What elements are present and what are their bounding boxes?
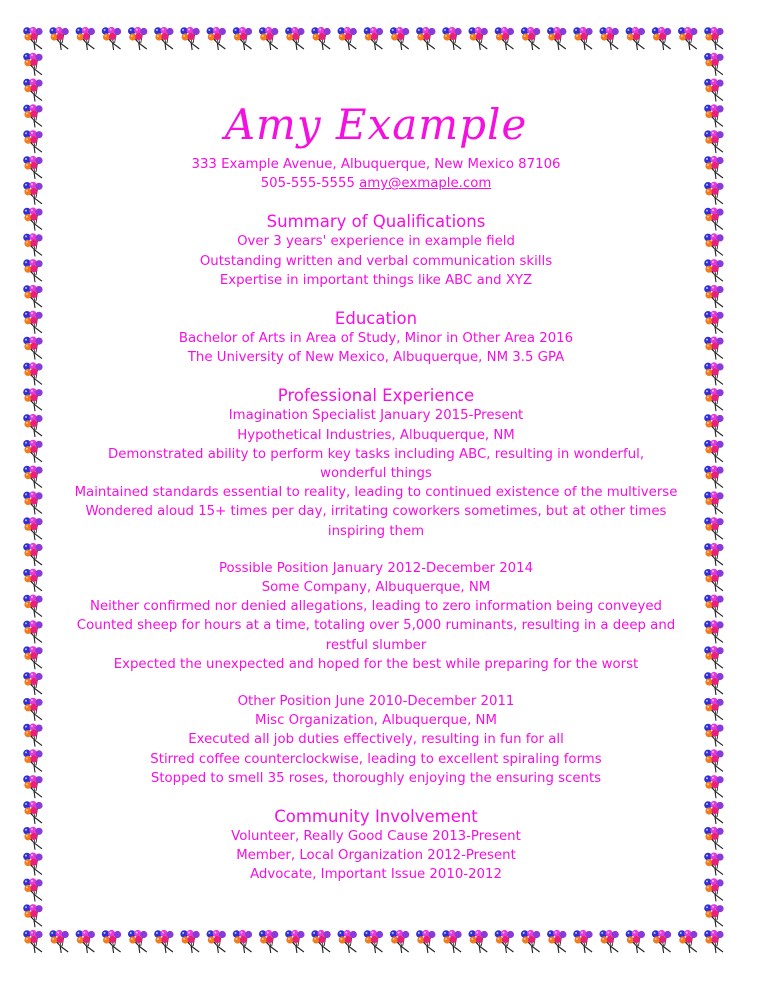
balloon-cluster-icon [704, 466, 723, 489]
balloon-cluster-icon [416, 27, 435, 50]
job-title-line: Imagination Specialist January 2015-Present [228, 408, 524, 424]
job-company-line: Some Company, Albuquerque, NM [261, 580, 491, 596]
balloon-cluster-icon [704, 233, 723, 256]
balloon-cluster-icon [704, 801, 723, 824]
job-company-line: Misc Organization, Albuquerque, NM [255, 713, 497, 729]
university-line: The University of New Mexico, Albuquerque, NM 3.5 GPA [187, 350, 565, 366]
balloon-cluster-icon [390, 27, 409, 50]
balloon-cluster-icon [23, 853, 42, 876]
balloon-cluster-icon [154, 930, 173, 953]
balloon-cluster-icon [704, 388, 723, 411]
balloon-cluster-icon [495, 930, 514, 953]
balloon-cluster-icon [704, 620, 723, 643]
job-title-line: Possible Position January 2012-December 2014 [218, 560, 534, 576]
balloon-cluster-icon [233, 930, 252, 953]
balloon-cluster-icon [259, 27, 278, 50]
job-bullet: Demonstrated ability to perform key tasks including ABC, resulting in wonderful, [107, 446, 645, 462]
balloon-cluster-icon [23, 930, 42, 953]
balloon-cluster-icon [23, 491, 42, 514]
balloon-cluster-icon [233, 27, 252, 50]
job-company-line: Hypothetical Industries, Albuquerque, NM [237, 427, 515, 443]
balloon-cluster-icon [626, 930, 645, 953]
balloon-cluster-icon [704, 853, 723, 876]
balloon-cluster-icon [704, 595, 723, 618]
balloon-cluster-icon [23, 878, 42, 901]
balloon-cluster-icon [678, 27, 697, 50]
balloon-cluster-icon [23, 569, 42, 592]
balloon-cluster-icon [704, 285, 723, 308]
degree-line: Bachelor of Arts in Area of Study, Minor in Other Area 2016 [178, 331, 574, 347]
balloon-cluster-icon [468, 930, 487, 953]
job-bullet: Stopped to smell 35 roses, thoroughly enjoying the ensuring scents [150, 770, 602, 786]
balloon-cluster-icon [704, 337, 723, 360]
balloon-cluster-icon [704, 27, 723, 50]
experience-heading: Professional Experience [277, 386, 475, 406]
balloon-cluster-icon [704, 878, 723, 901]
balloon-cluster-icon [23, 414, 42, 437]
balloon-cluster-icon [364, 930, 383, 953]
email-link[interactable]: amy@exmaple.com [359, 176, 492, 192]
balloon-cluster-icon [180, 930, 199, 953]
balloon-cluster-icon [521, 930, 540, 953]
balloon-cluster-icon [23, 362, 42, 385]
balloon-cluster-icon [23, 182, 42, 205]
balloon-cluster-icon [704, 930, 723, 953]
balloon-cluster-icon [547, 27, 566, 50]
balloon-cluster-icon [704, 517, 723, 540]
community-item: Member, Local Organization 2012-Present [236, 848, 516, 864]
balloon-cluster-icon [704, 130, 723, 153]
job-bullet: inspiring them [327, 523, 425, 539]
balloon-cluster-icon [704, 672, 723, 695]
balloon-cluster-icon [652, 27, 671, 50]
balloon-cluster-icon [23, 517, 42, 540]
community-heading: Community Involvement [274, 807, 478, 827]
balloon-cluster-icon [23, 259, 42, 282]
job-title-line: Other Position June 2010-December 2011 [237, 694, 515, 710]
balloon-cluster-icon [23, 104, 42, 127]
balloon-cluster-icon [23, 672, 42, 695]
balloon-cluster-icon [23, 233, 42, 256]
balloon-cluster-icon [704, 827, 723, 850]
job-bullet: Executed all job duties effectively, resulting in fun for all [188, 732, 564, 748]
balloon-cluster-icon [23, 440, 42, 463]
balloon-cluster-icon [311, 27, 330, 50]
candidate-name: Amy Example [224, 100, 528, 149]
balloon-cluster-icon [128, 930, 147, 953]
balloon-cluster-icon [23, 646, 42, 669]
balloon-cluster-icon [704, 182, 723, 205]
balloon-cluster-icon [23, 698, 42, 721]
job-bullet: Maintained standards essential to reality, leading to continued existence of the multiverse [74, 485, 678, 501]
balloon-cluster-icon [23, 595, 42, 618]
balloon-cluster-icon [23, 337, 42, 360]
balloon-cluster-icon [704, 156, 723, 179]
balloon-cluster-icon [573, 930, 592, 953]
community-item: Volunteer, Really Good Cause 2013-Present [231, 829, 521, 845]
balloon-cluster-icon [23, 388, 42, 411]
balloon-cluster-icon [338, 27, 357, 50]
balloon-cluster-icon [49, 27, 68, 50]
job-bullet: Expected the unexpected and hoped for the best while preparing for the worst [113, 656, 639, 672]
balloon-cluster-icon [102, 930, 121, 953]
summary-item: Over 3 years' experience in example field [237, 234, 515, 250]
balloon-cluster-icon [49, 930, 68, 953]
balloon-cluster-icon [23, 749, 42, 772]
phone: 505-555-5555 [260, 176, 355, 192]
balloon-cluster-icon [626, 27, 645, 50]
balloon-cluster-icon [704, 208, 723, 231]
balloon-cluster-icon [76, 27, 95, 50]
balloon-cluster-icon [23, 79, 42, 102]
balloon-cluster-icon [704, 414, 723, 437]
balloon-cluster-icon [704, 543, 723, 566]
balloon-cluster-icon [704, 904, 723, 927]
balloon-cluster-icon [23, 130, 42, 153]
job-bullet: wonderful things [320, 466, 432, 482]
job-bullet: restful slumber [325, 637, 427, 653]
summary-item: Outstanding written and verbal communication skills [199, 253, 553, 269]
balloon-cluster-icon [704, 362, 723, 385]
balloon-cluster-icon [704, 724, 723, 747]
balloon-cluster-icon [102, 27, 121, 50]
balloon-cluster-icon [285, 930, 304, 953]
balloon-cluster-icon [23, 53, 42, 76]
balloon-cluster-icon [311, 930, 330, 953]
balloon-cluster-icon [442, 930, 461, 953]
balloon-cluster-icon [285, 27, 304, 50]
balloon-cluster-icon [23, 543, 42, 566]
balloon-cluster-icon [180, 27, 199, 50]
balloon-cluster-icon [23, 620, 42, 643]
balloon-cluster-icon [23, 285, 42, 308]
balloon-cluster-icon [704, 259, 723, 282]
balloon-cluster-icon [704, 646, 723, 669]
balloon-cluster-icon [704, 775, 723, 798]
summary-heading: Summary of Qualifications [266, 212, 486, 232]
balloon-cluster-icon [23, 466, 42, 489]
balloon-cluster-icon [704, 569, 723, 592]
balloon-cluster-icon [704, 698, 723, 721]
balloon-cluster-icon [652, 930, 671, 953]
balloon-cluster-icon [259, 930, 278, 953]
balloon-cluster-icon [23, 724, 42, 747]
balloon-cluster-icon [23, 311, 42, 334]
balloon-cluster-icon [338, 930, 357, 953]
balloon-cluster-icon [23, 827, 42, 850]
balloon-cluster-icon [416, 930, 435, 953]
balloon-cluster-icon [704, 53, 723, 76]
balloon-cluster-icon [704, 104, 723, 127]
balloon-cluster-icon [390, 930, 409, 953]
balloon-cluster-icon [704, 440, 723, 463]
resume-body [60, 98, 692, 885]
balloon-cluster-icon [573, 27, 592, 50]
balloon-cluster-icon [442, 27, 461, 50]
balloon-cluster-icon [154, 27, 173, 50]
balloon-cluster-icon [23, 156, 42, 179]
balloon-cluster-icon [207, 930, 226, 953]
balloon-cluster-icon [23, 904, 42, 927]
address: 333 Example Avenue, Albuquerque, New Mexico 87106 [191, 157, 561, 172]
balloon-cluster-icon [678, 930, 697, 953]
balloon-cluster-icon [207, 27, 226, 50]
balloon-cluster-icon [704, 491, 723, 514]
balloon-cluster-icon [547, 930, 566, 953]
balloon-cluster-icon [364, 27, 383, 50]
community-item: Advocate, Important Issue 2010-2012 [250, 867, 502, 883]
balloon-cluster-icon [599, 27, 618, 50]
summary-item: Expertise in important things like ABC and XYZ [219, 272, 533, 288]
education-heading: Education [334, 309, 418, 329]
balloon-cluster-icon [128, 27, 147, 50]
balloon-cluster-icon [704, 749, 723, 772]
job-bullet: Counted sheep for hours at a time, totaling over 5,000 ruminants, resulting in a deep and [76, 618, 676, 634]
balloon-cluster-icon [23, 208, 42, 231]
balloon-cluster-icon [23, 775, 42, 798]
balloon-cluster-icon [521, 27, 540, 50]
job-bullet: Wondered aloud 15+ times per day, irritating coworkers sometimes, but at other times [85, 504, 667, 520]
balloon-cluster-icon [468, 27, 487, 50]
balloon-cluster-icon [495, 27, 514, 50]
job-bullet: Neither confirmed nor denied allegations, leading to zero information being conveyed [90, 599, 662, 615]
balloon-cluster-icon [23, 27, 42, 50]
balloon-cluster-icon [599, 930, 618, 953]
balloon-cluster-icon [76, 930, 95, 953]
job-bullet: Stirred coffee counterclockwise, leading to excellent spiraling forms [150, 751, 602, 767]
balloon-cluster-icon [704, 79, 723, 102]
contact-line [60, 174, 692, 193]
balloon-cluster-icon [23, 801, 42, 824]
balloon-cluster-icon [704, 311, 723, 334]
